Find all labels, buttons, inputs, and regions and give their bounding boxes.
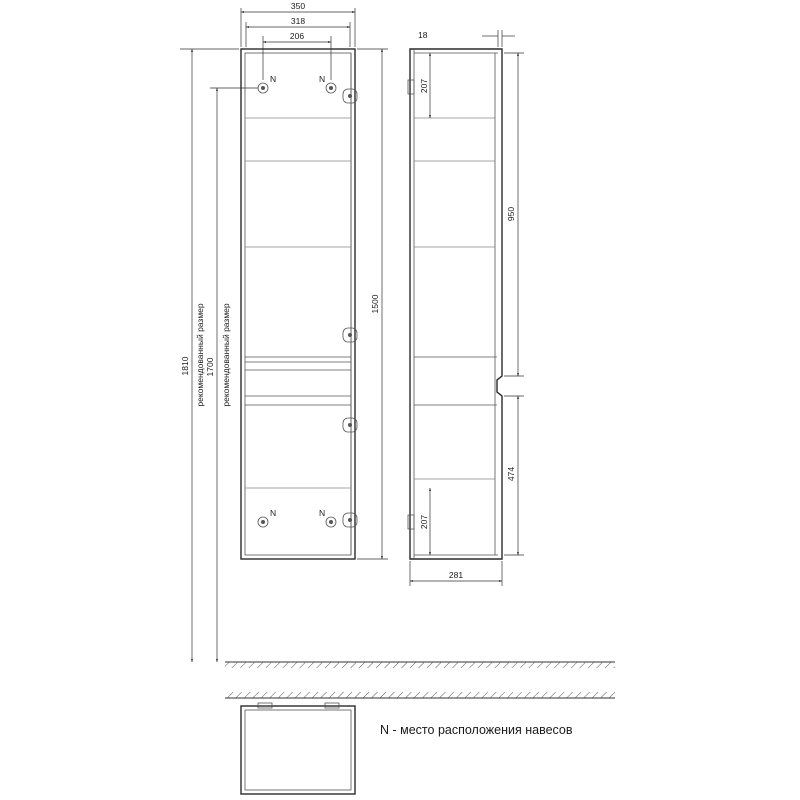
cabinet-side-outline	[410, 49, 502, 559]
cabinet-front-outline	[241, 49, 355, 559]
recommended-height-label: 1700	[205, 357, 215, 377]
overall-width-label: 350	[290, 1, 306, 11]
upper-section-label: 950	[506, 206, 516, 222]
panel-thickness-label: 18	[418, 30, 428, 40]
side-dimensions	[410, 30, 524, 586]
hanger-icon	[326, 517, 336, 527]
side-hanger-icon	[408, 515, 414, 529]
bottom-hanger-offset-label: 207	[419, 514, 429, 530]
depth-label: 281	[448, 570, 464, 580]
legend-text: N - место расположения навесов	[380, 723, 573, 737]
hanger-icon	[258, 83, 268, 93]
cabinet-front-inner	[245, 53, 351, 555]
height-dimensions	[180, 49, 388, 662]
hanger-icon	[258, 517, 268, 527]
hanger-mark: N	[270, 74, 277, 84]
cabinet-height-label: 1500	[370, 294, 380, 314]
cabinet-top-outline	[241, 706, 355, 794]
lower-section-label: 474	[506, 466, 516, 482]
side-hanger-icon	[408, 80, 414, 94]
cabinet-top-inner	[245, 710, 351, 790]
recommended-size-label: рекомендованный размер	[221, 303, 231, 407]
width-dimensions	[241, 1, 355, 80]
top-view	[225, 692, 615, 794]
front-view	[241, 49, 357, 559]
recommended-size-label: рекомендованный размер	[195, 303, 205, 407]
hinge-spacing-label: 206	[289, 31, 305, 41]
hanger-mark: N	[319, 74, 326, 84]
inner-width-label: 318	[290, 16, 306, 26]
height-from-floor-label: 1810	[180, 356, 190, 376]
hanger-mark: N	[319, 508, 326, 518]
floor-line	[225, 662, 615, 668]
top-hanger-offset-label: 207	[419, 78, 429, 94]
hanger-icon	[326, 83, 336, 93]
side-view	[408, 49, 502, 559]
hanger-mark: N	[270, 508, 277, 518]
